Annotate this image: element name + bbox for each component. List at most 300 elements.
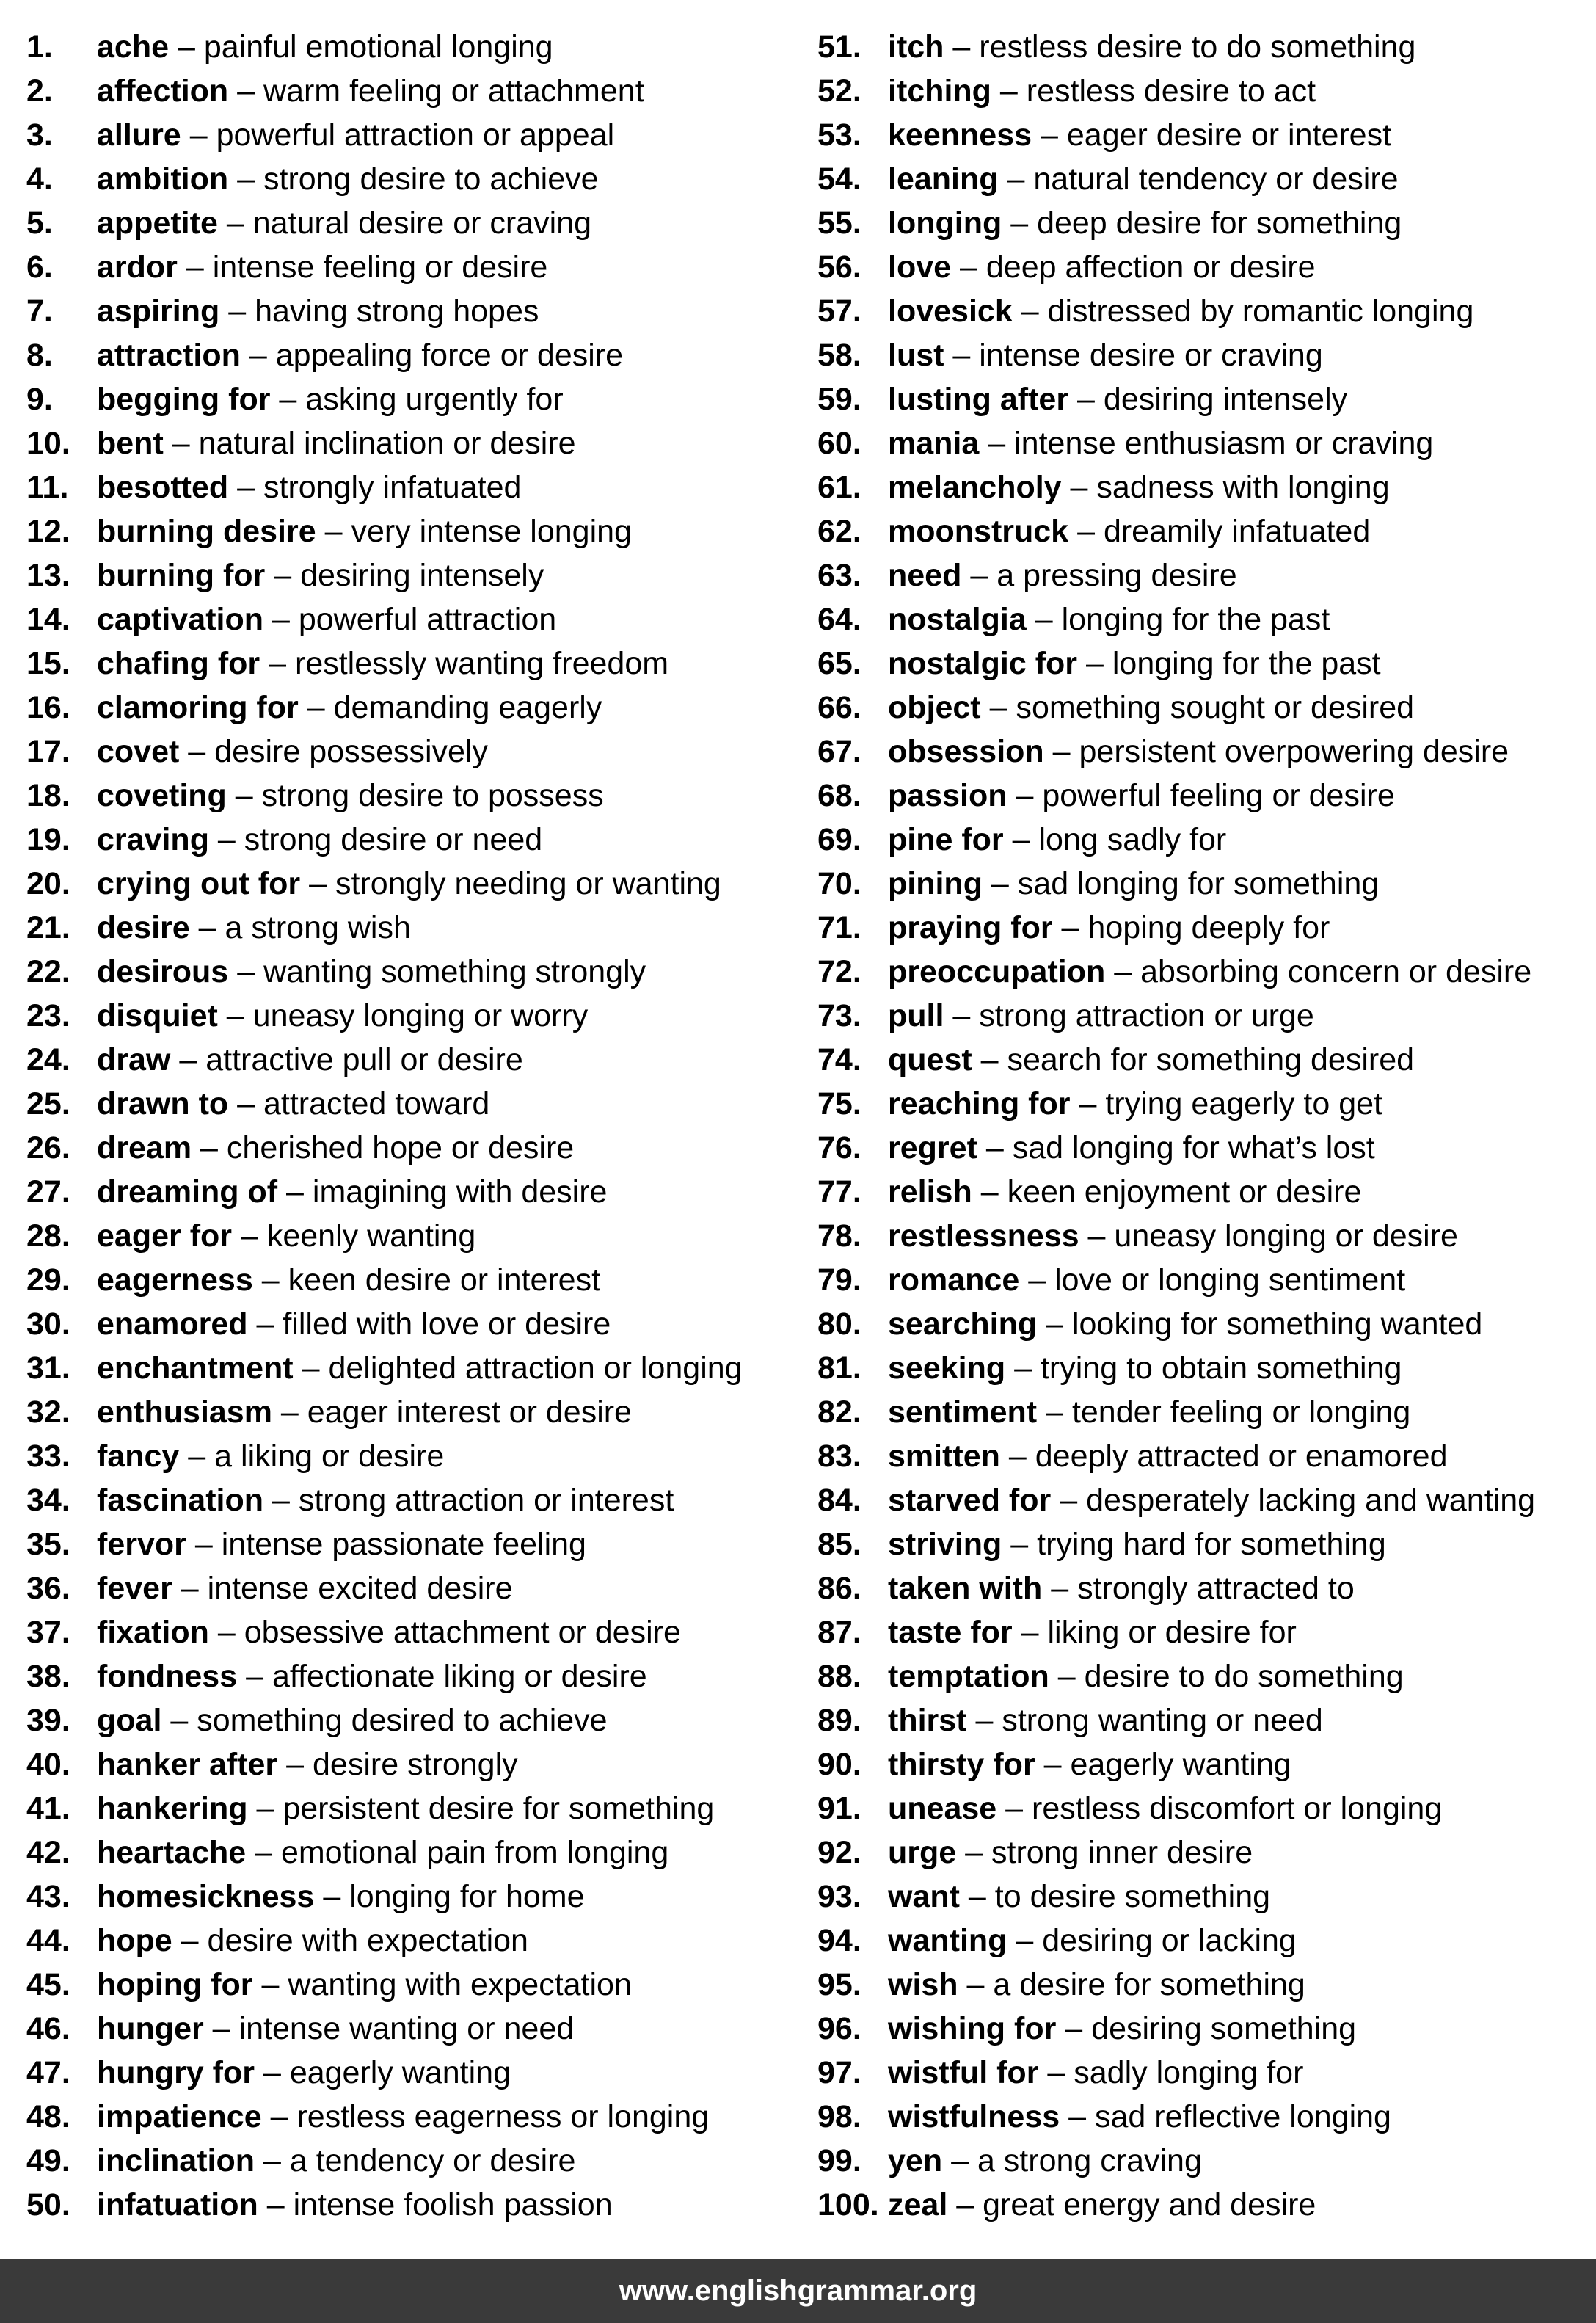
item-number: 19.: [26, 822, 70, 857]
item-word: enamored: [97, 1306, 248, 1342]
list-item: [817, 465, 1588, 509]
item-separator: –: [1016, 778, 1034, 813]
item-definition: restless desire to act: [1026, 73, 1316, 109]
item-word: need: [888, 558, 962, 593]
item-separator: –: [1016, 1923, 1034, 1958]
item-separator: –: [966, 1967, 985, 2002]
list-item: [817, 686, 1588, 730]
item-separator: –: [235, 778, 253, 813]
item-number: 47.: [26, 2055, 70, 2090]
item-word: covet: [97, 734, 180, 769]
item-separator: –: [1012, 822, 1030, 857]
item-separator: –: [1043, 1747, 1062, 1782]
item-word: draw: [97, 1042, 171, 1077]
item-definition: strong inner desire: [991, 1835, 1253, 1870]
list-item: [817, 862, 1588, 906]
item-number: 40.: [26, 1747, 70, 1782]
item-definition: eagerly wanting: [1070, 1747, 1291, 1782]
item-number: 72.: [817, 954, 861, 989]
list-item: [817, 906, 1588, 950]
item-definition: desire to do something: [1084, 1659, 1404, 1694]
item-word: lust: [888, 338, 944, 373]
item-word: ambition: [97, 161, 229, 197]
item-number: 51.: [817, 29, 861, 65]
list-item: [26, 641, 819, 686]
item-number: 24.: [26, 1042, 70, 1077]
item-separator: –: [217, 822, 236, 857]
list-item: [26, 730, 819, 774]
item-separator: –: [194, 1527, 213, 1562]
item-number: 78.: [817, 1218, 861, 1254]
item-definition: appealing force or desire: [275, 338, 624, 373]
item-definition: a pressing desire: [996, 558, 1237, 593]
item-word: praying for: [888, 910, 1053, 945]
item-word: starved for: [888, 1483, 1052, 1518]
item-word: fascination: [97, 1483, 263, 1518]
item-number: 21.: [26, 910, 70, 945]
list-item: [26, 1742, 819, 1786]
item-definition: uneasy longing or worry: [252, 998, 589, 1033]
list-item: [26, 1478, 819, 1522]
item-separator: –: [237, 954, 255, 989]
item-separator: –: [226, 998, 244, 1033]
item-separator: –: [200, 1130, 218, 1166]
item-definition: imagining with desire: [312, 1174, 608, 1210]
item-word: homesickness: [97, 1879, 315, 1914]
item-word: urge: [888, 1835, 957, 1870]
item-definition: desiring or lacking: [1042, 1923, 1297, 1958]
item-word: searching: [888, 1306, 1038, 1342]
list-item: [26, 2139, 819, 2183]
item-word: longing: [888, 206, 1002, 241]
list-item: [26, 1698, 819, 1742]
item-separator: –: [172, 426, 190, 461]
item-number: 36.: [26, 1571, 70, 1606]
item-separator: –: [1010, 206, 1029, 241]
item-separator: –: [189, 117, 208, 153]
item-number: 23.: [26, 998, 70, 1033]
list-item: [26, 1302, 819, 1346]
list-item: [817, 1566, 1588, 1610]
item-definition: longing for the past: [1061, 602, 1330, 637]
list-item: [26, 1126, 819, 1170]
list-item: [26, 1390, 819, 1434]
item-separator: –: [1052, 734, 1071, 769]
item-word: inclination: [97, 2143, 255, 2178]
item-separator: –: [302, 1350, 320, 1386]
item-definition: eager desire or interest: [1066, 117, 1392, 153]
item-definition: dreamily infatuated: [1103, 514, 1371, 549]
item-number: 89.: [817, 1703, 861, 1738]
item-separator: –: [1028, 1262, 1046, 1298]
item-number: 94.: [817, 1923, 861, 1958]
item-number: 99.: [817, 2143, 861, 2178]
list-item: [817, 1786, 1588, 1831]
item-number: 95.: [817, 1967, 861, 2002]
item-word: disquiet: [97, 998, 218, 1033]
item-word: pine for: [888, 822, 1004, 857]
item-definition: filled with love or desire: [283, 1306, 611, 1342]
item-word: pining: [888, 866, 983, 901]
list-item: [817, 1082, 1588, 1126]
item-word: burning for: [97, 558, 266, 593]
item-separator: –: [170, 1703, 189, 1738]
item-word: wishing for: [888, 2011, 1057, 2046]
item-definition: desire with expectation: [207, 1923, 528, 1958]
list-item: [26, 2051, 819, 2095]
item-word: crying out for: [97, 866, 301, 901]
item-definition: desiring something: [1091, 2011, 1357, 2046]
item-word: want: [888, 1879, 960, 1914]
item-word: dream: [97, 1130, 192, 1166]
item-number: 74.: [817, 1042, 861, 1077]
item-word: fever: [97, 1571, 172, 1606]
item-number: 26.: [26, 1130, 70, 1166]
list-item: [26, 2007, 819, 2051]
item-separator: –: [188, 734, 206, 769]
item-word: melancholy: [888, 470, 1062, 505]
item-separator: –: [1068, 2099, 1087, 2134]
list-item: [817, 553, 1588, 597]
item-word: hunger: [97, 2011, 204, 2046]
item-definition: powerful attraction: [298, 602, 557, 637]
list-item: [26, 1875, 819, 1919]
item-definition: intense wanting or need: [238, 2011, 575, 2046]
list-item: [817, 774, 1588, 818]
item-separator: –: [1077, 382, 1095, 417]
item-separator: –: [1079, 1086, 1097, 1121]
item-word: quest: [888, 1042, 972, 1077]
item-definition: restless eagerness or longing: [296, 2099, 710, 2134]
item-separator: –: [198, 910, 216, 945]
item-separator: –: [181, 1571, 199, 1606]
list-item: [26, 2183, 819, 2227]
item-word: besotted: [97, 470, 229, 505]
item-number: 8.: [26, 338, 53, 373]
item-word: lusting after: [888, 382, 1069, 417]
item-separator: –: [266, 2187, 285, 2222]
item-definition: a desire for something: [993, 1967, 1305, 2002]
list-item: [26, 994, 819, 1038]
item-separator: –: [1046, 1395, 1063, 1430]
item-definition: wanting with expectation: [288, 1967, 632, 2002]
item-word: fixation: [97, 1615, 209, 1650]
item-definition: liking or desire for: [1047, 1615, 1297, 1650]
item-definition: desperately lacking and wanting: [1086, 1483, 1536, 1518]
item-separator: –: [1010, 1527, 1029, 1562]
item-definition: cherished hope or desire: [226, 1130, 575, 1166]
item-number: 35.: [26, 1527, 70, 1562]
item-word: taste for: [888, 1615, 1013, 1650]
list-item: [817, 509, 1588, 553]
item-word: affection: [97, 73, 229, 109]
item-separator: –: [256, 1306, 274, 1342]
item-separator: –: [307, 690, 325, 725]
item-word: seeking: [888, 1350, 1006, 1386]
list-item: [817, 1434, 1588, 1478]
item-word: enthusiasm: [97, 1395, 272, 1430]
item-definition: desire possessively: [214, 734, 488, 769]
item-word: hoping for: [97, 1967, 253, 2002]
item-definition: natural desire or craving: [252, 206, 591, 241]
item-word: keenness: [888, 117, 1032, 153]
item-word: romance: [888, 1262, 1020, 1298]
item-number: 42.: [26, 1835, 70, 1870]
list-item: [26, 113, 819, 157]
item-word: fancy: [97, 1439, 180, 1474]
list-item: [26, 1566, 819, 1610]
item-definition: uneasy longing or desire: [1114, 1218, 1458, 1254]
item-word: fervor: [97, 1527, 186, 1562]
item-definition: desiring intensely: [300, 558, 544, 593]
item-separator: –: [256, 1791, 274, 1826]
list-item: [26, 2095, 819, 2139]
item-number: 37.: [26, 1615, 70, 1650]
item-definition: persistent desire for something: [283, 1791, 715, 1826]
item-word: enchantment: [97, 1350, 294, 1386]
item-number: 52.: [817, 73, 861, 109]
list-item: [817, 1742, 1588, 1786]
item-number: 53.: [817, 117, 861, 153]
item-word: itch: [888, 29, 944, 65]
item-number: 38.: [26, 1659, 70, 1694]
list-item: [26, 157, 819, 201]
item-word: ache: [97, 29, 170, 65]
item-number: 66.: [817, 690, 861, 725]
item-separator: –: [999, 73, 1018, 109]
item-number: 32.: [26, 1395, 70, 1430]
list-item: [26, 421, 819, 465]
item-number: 43.: [26, 1879, 70, 1914]
item-word: drawn to: [97, 1086, 229, 1121]
item-word: infatuation: [97, 2187, 258, 2222]
item-word: wistfulness: [888, 2099, 1060, 2134]
item-separator: –: [1047, 2055, 1065, 2090]
item-definition: wanting something strongly: [263, 954, 646, 989]
list-item: [817, 2007, 1588, 2051]
list-item: [26, 1963, 819, 2007]
item-definition: emotional pain from longing: [281, 1835, 669, 1870]
item-definition: strongly attracted to: [1077, 1571, 1355, 1606]
item-definition: longing for the past: [1112, 646, 1381, 681]
item-definition: intense desire or craving: [979, 338, 1323, 373]
item-separator: –: [1021, 294, 1039, 329]
item-word: smitten: [888, 1439, 1000, 1474]
item-separator: –: [309, 866, 327, 901]
item-definition: restlessly wanting freedom: [295, 646, 669, 681]
item-definition: strong desire to possess: [261, 778, 604, 813]
item-number: 2.: [26, 73, 53, 109]
list-item: [817, 1214, 1588, 1258]
item-definition: strong wanting or need: [1002, 1703, 1323, 1738]
item-number: 56.: [817, 250, 861, 285]
item-separator: –: [237, 1086, 255, 1121]
item-separator: –: [960, 250, 977, 285]
item-separator: –: [1035, 602, 1053, 637]
item-definition: great energy and desire: [983, 2187, 1316, 2222]
list-item: [817, 2095, 1588, 2139]
item-number: 50.: [26, 2187, 70, 2222]
item-number: 13.: [26, 558, 70, 593]
item-separator: –: [970, 558, 988, 593]
item-number: 31.: [26, 1350, 70, 1386]
item-number: 41.: [26, 1791, 70, 1826]
item-separator: –: [263, 2055, 281, 2090]
item-number: 7.: [26, 294, 53, 329]
item-definition: persistent overpowering desire: [1079, 734, 1509, 769]
item-word: thirst: [888, 1703, 967, 1738]
item-word: regret: [888, 1130, 977, 1166]
list-item: [26, 862, 819, 906]
item-definition: very intense longing: [351, 514, 632, 549]
item-definition: distressed by romantic longing: [1047, 294, 1474, 329]
item-number: 59.: [817, 382, 861, 417]
list-item: [26, 69, 819, 113]
item-definition: deep affection or desire: [985, 250, 1316, 285]
item-word: craving: [97, 822, 209, 857]
item-definition: a liking or desire: [214, 1439, 445, 1474]
list-item: [817, 69, 1588, 113]
list-item: [26, 818, 819, 862]
item-word: leaning: [888, 161, 999, 197]
item-separator: –: [1008, 1439, 1027, 1474]
list-item: [817, 2183, 1588, 2227]
item-number: 68.: [817, 778, 861, 813]
list-item: [817, 1478, 1588, 1522]
item-word: desire: [97, 910, 190, 945]
item-number: 4.: [26, 161, 53, 197]
item-number: 15.: [26, 646, 70, 681]
item-number: 60.: [817, 426, 861, 461]
footer-url[interactable]: www.englishgrammar.org: [619, 2275, 977, 2307]
item-separator: –: [1051, 1571, 1069, 1606]
item-number: 71.: [817, 910, 861, 945]
item-word: clamoring for: [97, 690, 299, 725]
list-item: [26, 1038, 819, 1082]
item-number: 73.: [817, 998, 861, 1033]
item-definition: strong desire to achieve: [263, 161, 599, 197]
item-number: 91.: [817, 1791, 861, 1826]
item-definition: desiring intensely: [1103, 382, 1348, 417]
item-number: 64.: [817, 602, 861, 637]
item-word: bent: [97, 426, 164, 461]
item-separator: –: [261, 1262, 280, 1298]
item-word: chafing for: [97, 646, 260, 681]
item-number: 81.: [817, 1350, 861, 1386]
list-item: [817, 950, 1588, 994]
item-definition: asking urgently for: [305, 382, 564, 417]
item-word: allure: [97, 117, 181, 153]
item-separator: –: [261, 1967, 280, 2002]
item-definition: deeply attracted or enamored: [1035, 1439, 1448, 1474]
item-separator: –: [1007, 161, 1025, 197]
list-item: [26, 1610, 819, 1654]
item-number: 67.: [817, 734, 861, 769]
item-word: hankering: [97, 1791, 248, 1826]
item-separator: –: [226, 206, 244, 241]
item-separator: –: [1046, 1306, 1064, 1342]
item-number: 79.: [817, 1262, 861, 1298]
item-definition: restless desire to do something: [979, 29, 1416, 65]
list-item: [26, 465, 819, 509]
item-separator: –: [1085, 646, 1104, 681]
list-item: [817, 730, 1588, 774]
item-word: taken with: [888, 1571, 1043, 1606]
list-item: [817, 25, 1588, 69]
item-number: 16.: [26, 690, 70, 725]
item-number: 75.: [817, 1086, 861, 1121]
item-number: 33.: [26, 1439, 70, 1474]
item-number: 63.: [817, 558, 861, 593]
item-definition: strong desire or need: [244, 822, 543, 857]
item-word: preoccupation: [888, 954, 1106, 989]
list-item: [817, 333, 1588, 377]
item-definition: affectionate liking or desire: [272, 1659, 647, 1694]
item-word: fondness: [97, 1659, 238, 1694]
item-definition: restless discomfort or longing: [1032, 1791, 1443, 1826]
list-item: [26, 333, 819, 377]
footer-bar: [0, 2259, 1596, 2323]
item-number: 29.: [26, 1262, 70, 1298]
item-word: love: [888, 250, 952, 285]
item-number: 76.: [817, 1130, 861, 1166]
list-item: [817, 1698, 1588, 1742]
item-word: nostalgic for: [888, 646, 1078, 681]
item-number: 48.: [26, 2099, 70, 2134]
item-separator: –: [323, 1879, 341, 1914]
item-separator: –: [965, 1835, 983, 1870]
item-separator: –: [1070, 470, 1088, 505]
item-definition: strongly needing or wanting: [335, 866, 721, 901]
item-word: goal: [97, 1703, 162, 1738]
item-definition: a strong craving: [977, 2143, 1202, 2178]
item-definition: keen desire or interest: [288, 1262, 601, 1298]
item-word: itching: [888, 73, 991, 109]
item-definition: strong attraction or interest: [298, 1483, 674, 1518]
item-number: 77.: [817, 1174, 861, 1210]
item-number: 87.: [817, 1615, 861, 1650]
item-separator: –: [952, 29, 971, 65]
item-separator: –: [980, 1174, 999, 1210]
item-separator: –: [952, 338, 971, 373]
item-word: appetite: [97, 206, 218, 241]
item-word: eagerness: [97, 1262, 253, 1298]
item-definition: looking for something wanted: [1071, 1306, 1483, 1342]
item-definition: search for something desired: [1007, 1042, 1415, 1077]
item-word: wish: [888, 1967, 958, 2002]
list-item: [817, 289, 1588, 333]
item-word: impatience: [97, 2099, 262, 2134]
list-item: [817, 1126, 1588, 1170]
item-definition: powerful attraction or appeal: [216, 117, 615, 153]
list-item: [817, 2051, 1588, 2095]
list-item: [817, 1919, 1588, 1963]
item-separator: –: [1065, 2011, 1083, 2046]
item-separator: –: [212, 2011, 230, 2046]
list-item: [817, 818, 1588, 862]
item-number: 46.: [26, 2011, 70, 2046]
item-separator: –: [280, 1395, 299, 1430]
item-definition: sad longing for what’s lost: [1012, 1130, 1375, 1166]
list-item: [817, 1963, 1588, 2007]
word-list-column-right: [817, 25, 1588, 2227]
item-word: obsession: [888, 734, 1044, 769]
list-item: [26, 906, 819, 950]
list-item: [26, 686, 819, 730]
item-separator: –: [179, 1042, 197, 1077]
item-word: pull: [888, 998, 944, 1033]
item-word: wistful for: [888, 2055, 1039, 2090]
